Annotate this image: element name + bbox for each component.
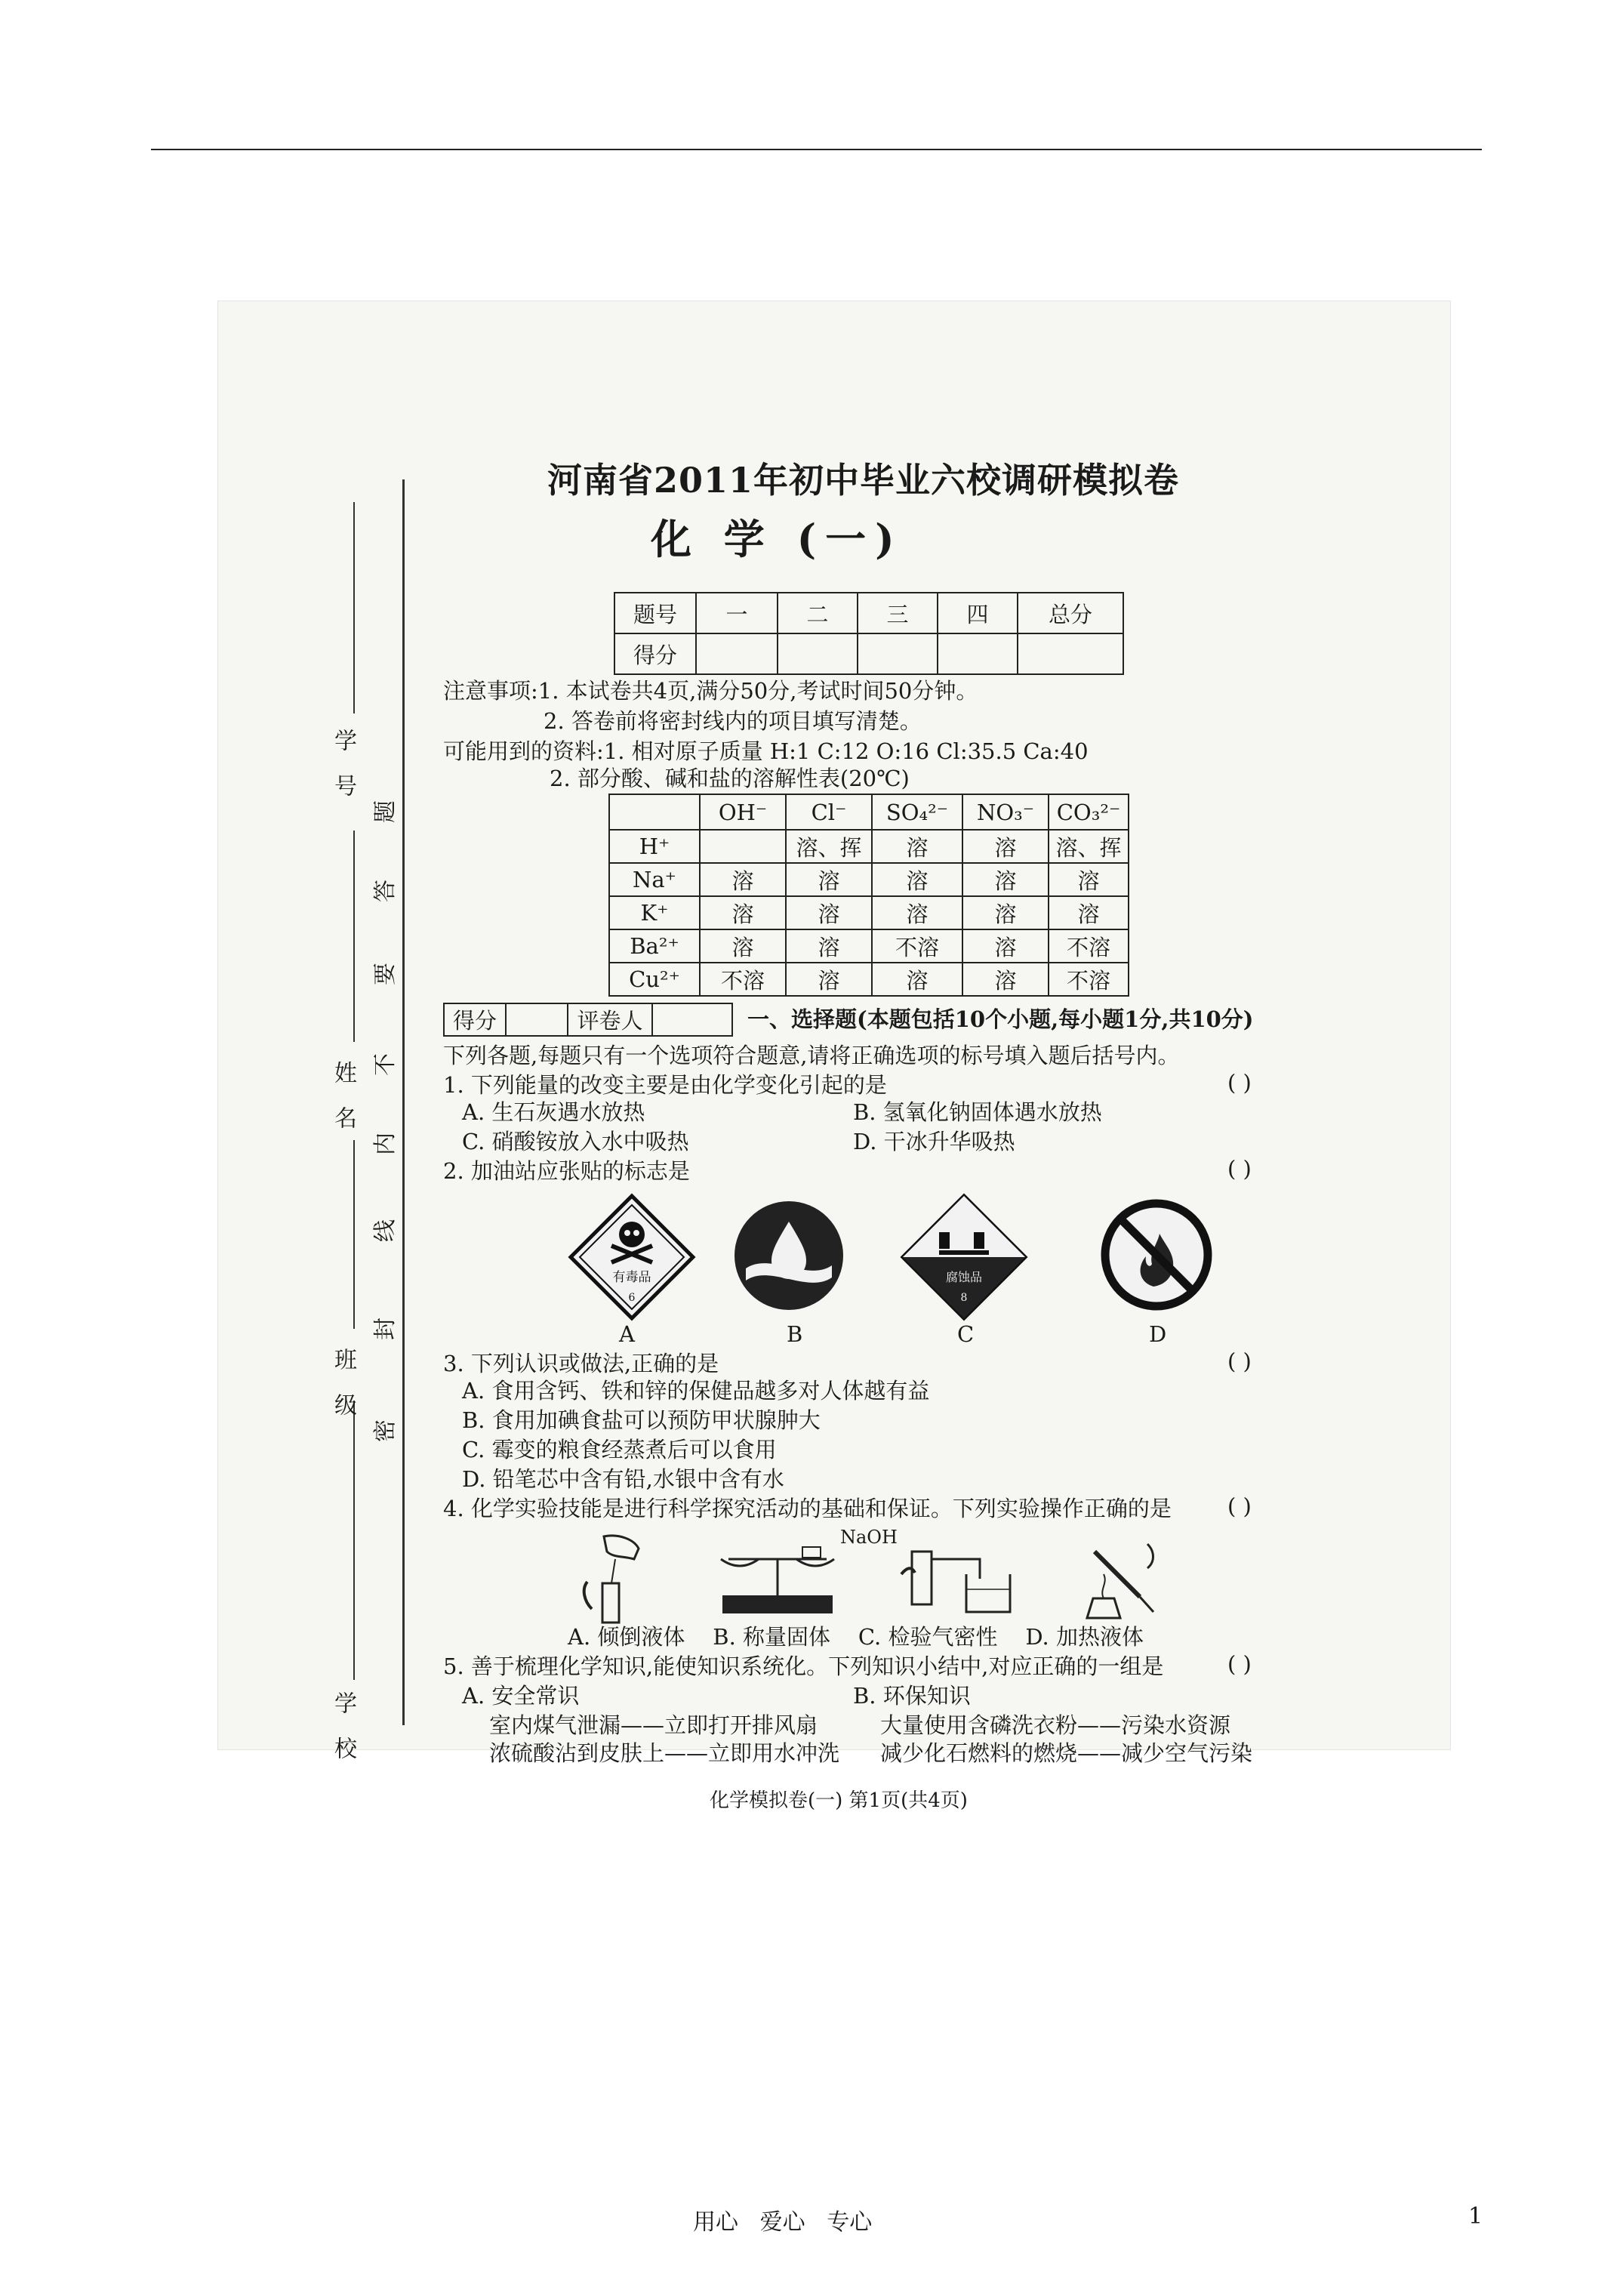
cation-label: Na⁺ [609, 863, 700, 896]
q4-options: A. 倾倒液体 B. 称量固体 C. 检验气密性 D. 加热液体 [568, 1624, 1144, 1650]
solubility-cell: 溶 [872, 863, 962, 896]
no-fire-sign-icon [1099, 1197, 1214, 1312]
q3-answer-paren[interactable]: ( ) [1227, 1348, 1252, 1374]
q5-a-item-1: 室内煤气泄漏——立即打开排风扇 [489, 1712, 818, 1738]
solubility-cell: 溶 [962, 929, 1049, 963]
q2-stem: 2. 加油站应张贴的标志是 [443, 1158, 690, 1184]
seal-warning-char: 密 [372, 1419, 399, 1442]
anion-header: SO₄²⁻ [872, 794, 962, 830]
q2-label-c: C [957, 1321, 975, 1347]
doc-footer-page: 1 [1468, 2203, 1483, 2230]
solubility-cell: 溶 [1049, 896, 1129, 929]
solubility-row [609, 963, 1129, 996]
solubility-cell: 溶、挥 [1049, 830, 1129, 863]
q3-stem: 3. 下列认识或做法,正确的是 [443, 1351, 719, 1376]
solubility-cell: 不溶 [1049, 963, 1129, 996]
score-col: 一 [696, 593, 778, 633]
seal-name-label: 姓名 [330, 1061, 356, 1151]
q3-option-a: A. 食用含钙、铁和锌的保健品越多对人体越有益 [462, 1378, 930, 1404]
solubility-row [609, 863, 1129, 896]
solubility-header [609, 794, 1129, 830]
seal-school-label: 学校 [330, 1691, 356, 1782]
id-blank [353, 502, 355, 713]
score-col: 三 [858, 593, 938, 633]
notes-line-2: 2. 答卷前将密封线内的项目填写清楚。 [544, 708, 922, 734]
grader-box [443, 1003, 733, 1037]
solubility-cell: 不溶 [700, 963, 786, 996]
toxic-sign-label: 有毒品 [612, 1270, 651, 1285]
seal-warning-char: 不 [372, 1053, 399, 1076]
cation-label: H⁺ [609, 830, 700, 863]
q1-option-c: C. 硝酸铵放入水中吸热 [462, 1129, 689, 1154]
solubility-cell: 溶 [786, 896, 872, 929]
q5-a-item-2: 浓硫酸沾到皮肤上——立即用水冲洗 [489, 1740, 840, 1766]
class-blank [353, 1140, 355, 1329]
seal-warning-char: 答 [372, 880, 399, 902]
page-top-rule [151, 149, 1482, 150]
solubility-cell: 溶 [962, 896, 1049, 929]
score-cell[interactable] [696, 633, 778, 674]
seal-class-label: 班级 [330, 1348, 356, 1438]
water-saving-sign-icon [732, 1199, 845, 1312]
anion-header: Cl⁻ [786, 794, 872, 830]
solubility-cell: 溶 [872, 896, 962, 929]
solubility-cell: 溶 [962, 830, 1049, 863]
solubility-corner [609, 794, 700, 830]
resources-line-1: 可能用到的资料:1. 相对原子质量 H:1 C:12 O:16 Cl:35.5 Ca:40 [443, 738, 1089, 764]
resources-line-2: 2. 部分酸、碱和盐的溶解性表(20℃) [550, 766, 910, 791]
seal-id-label: 学号 [330, 729, 356, 819]
solubility-cell [700, 830, 786, 863]
q2-label-d: D [1149, 1321, 1167, 1347]
q2-answer-paren[interactable]: ( ) [1227, 1156, 1252, 1182]
corrosive-sign-icon [900, 1193, 1028, 1321]
seal-warning-char: 线 [372, 1219, 399, 1242]
grader-name-blank[interactable] [652, 1003, 732, 1036]
solubility-cell: 溶 [962, 863, 1049, 896]
solubility-table [608, 794, 1129, 997]
q1-option-d: D. 干冰升华吸热 [853, 1129, 1015, 1154]
anion-header: OH⁻ [700, 794, 786, 830]
score-cell[interactable] [858, 633, 938, 674]
grader-name-label: 评卷人 [568, 1003, 652, 1036]
solubility-cell: 溶 [872, 963, 962, 996]
score-col: 二 [778, 593, 858, 633]
score-row-label: 得分 [614, 633, 696, 674]
cation-label: Cu²⁺ [609, 963, 700, 996]
solubility-cell: 溶 [962, 963, 1049, 996]
score-cell[interactable] [778, 633, 858, 674]
toxic-sign-num: 6 [628, 1292, 636, 1304]
solubility-cell: 溶 [700, 896, 786, 929]
solubility-row [609, 929, 1129, 963]
section1-heading: 一、选择题(本题包括10个小题,每小题1分,共10分) [747, 1006, 1254, 1032]
q4-answer-paren[interactable]: ( ) [1227, 1493, 1252, 1519]
airtightness-icon [897, 1536, 1025, 1620]
q2-label-b: B [787, 1321, 803, 1347]
solubility-cell: 不溶 [872, 929, 962, 963]
balance-icon [713, 1536, 842, 1620]
solubility-cell: 溶 [786, 863, 872, 896]
pour-liquid-icon [574, 1529, 672, 1627]
q3-option-c: C. 霉变的粮食经蒸煮后可以食用 [462, 1437, 777, 1462]
exam-page-footer: 化学模拟卷(一) 第1页(共4页) [710, 1789, 968, 1812]
solubility-cell: 溶 [700, 863, 786, 896]
toxic-sign-icon [568, 1193, 696, 1321]
cation-label: K⁺ [609, 896, 700, 929]
q5-answer-paren[interactable]: ( ) [1227, 1651, 1252, 1677]
q1-option-a: A. 生石灰遇水放热 [462, 1099, 645, 1125]
section1-instruction: 下列各题,每题只有一个选项符合题意,请将正确选项的标号填入题后括号内。 [443, 1043, 1180, 1068]
score-table-row [614, 633, 1123, 674]
seal-line [402, 479, 405, 1725]
anion-header: CO₃²⁻ [1049, 794, 1129, 830]
solubility-row [609, 896, 1129, 929]
notes-line-1: 注意事项:1. 本试卷共4页,满分50分,考试时间50分钟。 [443, 678, 978, 704]
anion-header: NO₃⁻ [962, 794, 1049, 830]
name-blank [353, 831, 355, 1042]
score-col: 四 [938, 593, 1018, 633]
q2-label-a: A [619, 1321, 635, 1347]
cation-label: Ba²⁺ [609, 929, 700, 963]
q5-option-b: B. 环保知识 [853, 1683, 971, 1709]
q5-stem: 5. 善于梳理化学知识,能使知识系统化。下列知识小结中,对应正确的一组是 [443, 1653, 1164, 1679]
score-table [614, 592, 1124, 675]
corrosive-sign-label: 腐蚀品 [945, 1270, 983, 1284]
solubility-cell: 溶 [786, 963, 872, 996]
solubility-cell: 溶、挥 [786, 830, 872, 863]
score-cell[interactable] [938, 633, 1018, 674]
heat-liquid-icon [1072, 1529, 1170, 1627]
q3-option-b: B. 食用加碘食盐可以预防甲状腺肿大 [462, 1407, 821, 1433]
score-table-header [614, 593, 1123, 633]
solubility-cell: 溶 [872, 830, 962, 863]
q5-option-a: A. 安全常识 [462, 1683, 580, 1709]
solubility-row [609, 830, 1129, 863]
q4-stem: 4. 化学实验技能是进行科学探究活动的基础和保证。下列实验操作正确的是 [443, 1496, 1172, 1521]
exam-title: 河南省2011年初中毕业六校调研模拟卷 [547, 460, 1180, 501]
grader-score-label: 得分 [444, 1003, 506, 1036]
seal-warning-char: 要 [372, 963, 399, 985]
grader-score-blank[interactable] [506, 1003, 568, 1036]
seal-warning-char: 题 [372, 800, 399, 823]
seal-warning-char: 内 [372, 1133, 399, 1155]
score-col: 题号 [614, 593, 696, 633]
naoh-label: NaOH [840, 1527, 898, 1548]
doc-footer-slogan: 用心 爱心 专心 [693, 2209, 873, 2236]
solubility-cell: 溶 [1049, 863, 1129, 896]
score-col: 总分 [1018, 593, 1123, 633]
score-cell[interactable] [1018, 633, 1123, 674]
seal-warning-char: 封 [372, 1318, 399, 1340]
q1-option-b: B. 氢氧化钠固体遇水放热 [853, 1099, 1102, 1125]
solubility-cell: 溶 [786, 929, 872, 963]
q5-b-item-1: 大量使用含磷洗衣粉——污染水资源 [880, 1712, 1231, 1738]
q3-option-d: D. 铅笔芯中含有铅,水银中含有水 [462, 1466, 784, 1492]
solubility-cell: 不溶 [1049, 929, 1129, 963]
q1-stem: 1. 下列能量的改变主要是由化学变化引起的是 [443, 1072, 887, 1098]
q1-answer-paren[interactable]: ( ) [1227, 1070, 1252, 1096]
solubility-cell: 溶 [700, 929, 786, 963]
q5-b-item-2: 减少化石燃料的燃烧——减少空气污染 [880, 1740, 1253, 1766]
corrosive-sign-num: 8 [960, 1292, 968, 1304]
exam-subtitle: 化 学 (一) [651, 515, 904, 563]
